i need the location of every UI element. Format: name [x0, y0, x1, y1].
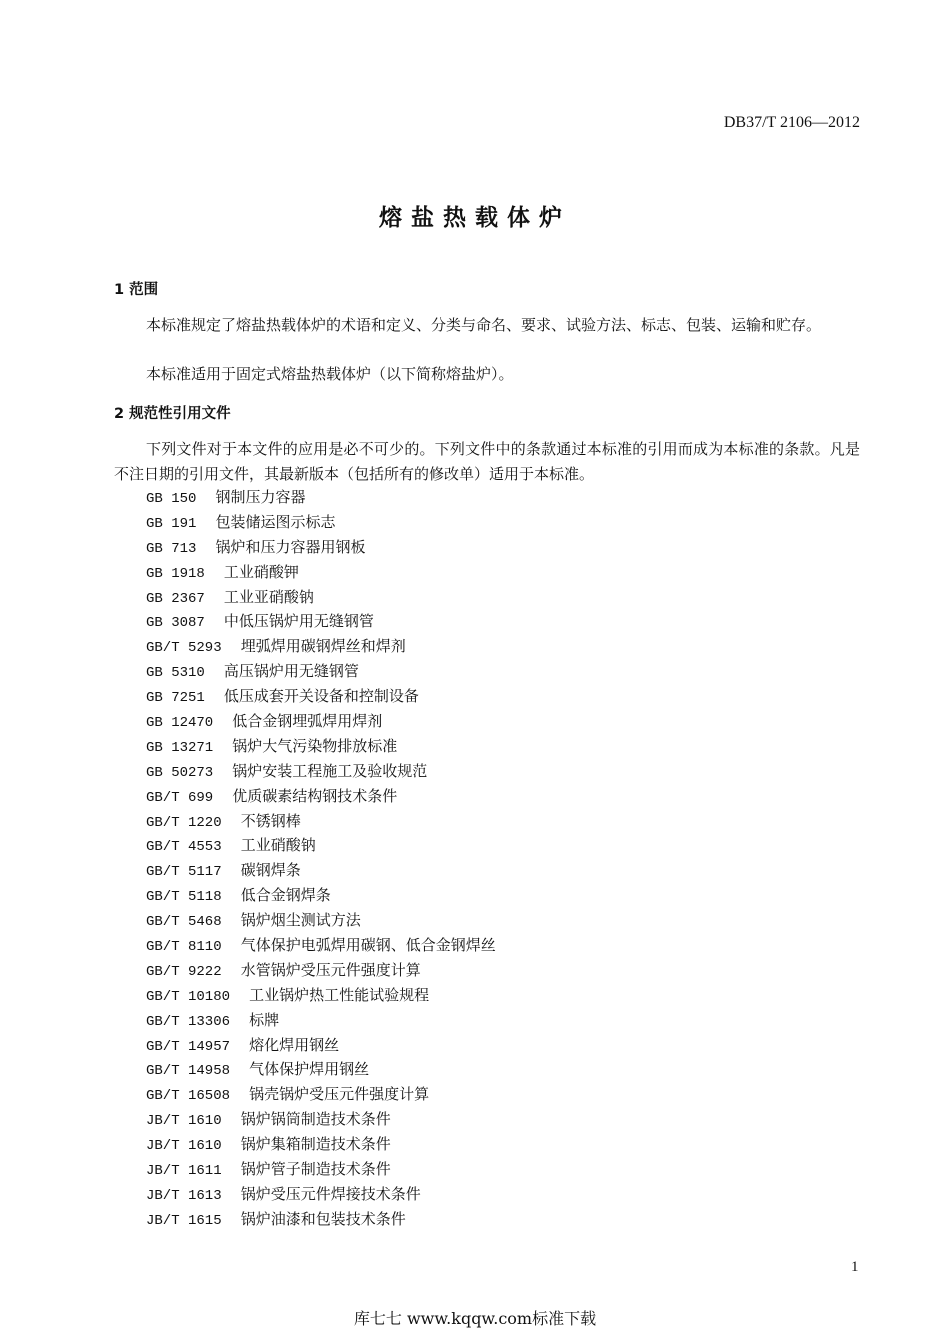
reference-item	[146, 883, 496, 908]
reference-title: 中低压锅炉用无缝钢管	[223, 612, 374, 631]
reference-code: GB 5310	[146, 665, 205, 682]
references-intro-paragraph: 下列文件对于本文件的应用是必不可少的。下列文件中的条款通过本标准的引用而成为本标准的条款。凡是不注日期的引用文件，其最新版本（包括所有的修改单）适用于本标准。	[114, 440, 860, 483]
reference-item	[146, 585, 496, 610]
reference-code: GB 13271	[146, 739, 214, 756]
reference-title: 工业硝酸钠	[240, 836, 316, 855]
reference-title: 工业锅炉热工性能试验规程	[249, 985, 430, 1004]
reference-code: GB/T 5118	[146, 889, 222, 906]
section-heading-scope: 1 范围	[114, 282, 159, 298]
standard-number: DB37/T 2106—2012	[723, 114, 860, 131]
reference-code: GB/T 13306	[146, 1013, 231, 1030]
reference-code: GB/T 5468	[146, 914, 222, 931]
reference-title: 优质碳素结构钢技术条件	[232, 786, 398, 805]
reference-title: 熔化焊用钢丝	[249, 1035, 340, 1054]
reference-title: 锅炉烟尘测试方法	[240, 911, 361, 930]
reference-code: GB/T 699	[146, 789, 214, 806]
reference-code: GB/T 9222	[146, 963, 222, 980]
footer-watermark: 库七七 www.kqqw.com标准下载	[353, 1309, 597, 1328]
reference-code: GB 191	[146, 515, 197, 532]
reference-code: GB/T 14957	[146, 1038, 231, 1055]
reference-title: 标牌	[249, 1010, 280, 1029]
reference-title: 锅壳锅炉受压元件强度计算	[249, 1085, 430, 1104]
scope-paragraph-2: 本标准适用于固定式熔盐热载体炉（以下简称熔盐炉）。	[146, 365, 514, 383]
reference-title: 低合金钢焊条	[240, 886, 331, 905]
document-title: 熔盐热载体炉	[379, 205, 571, 231]
reference-item	[146, 510, 496, 535]
scope-paragraph-1: 本标准规定了熔盐热载体炉的术语和定义、分类与命名、要求、试验方法、标志、包装、运输和贮存。	[146, 316, 822, 334]
reference-title: 锅炉油漆和包装技术条件	[240, 1209, 406, 1228]
page-number: 1	[851, 1259, 859, 1275]
reference-item	[146, 485, 496, 510]
reference-item	[146, 1132, 496, 1157]
reference-title: 低合金钢埋弧焊用焊剂	[232, 712, 383, 731]
reference-code: GB/T 1220	[146, 814, 222, 831]
reference-title: 锅炉和压力容器用钢板	[215, 537, 366, 556]
reference-code: GB/T 16508	[146, 1088, 231, 1105]
reference-title: 锅炉大气污染物排放标准	[232, 736, 398, 755]
reference-code: GB 50273	[146, 764, 214, 781]
reference-list	[146, 485, 496, 1232]
reference-item	[146, 659, 496, 684]
reference-code: GB 2367	[146, 590, 205, 607]
reference-item	[146, 958, 496, 983]
reference-item	[146, 983, 496, 1008]
reference-code: JB/T 1615	[146, 1212, 222, 1229]
reference-code: GB/T 10180	[146, 988, 231, 1005]
reference-title: 锅炉集箱制造技术条件	[240, 1135, 391, 1154]
reference-item	[146, 933, 496, 958]
reference-title: 工业硝酸钾	[223, 562, 299, 581]
reference-code: JB/T 1610	[146, 1113, 222, 1130]
reference-item	[146, 1057, 496, 1082]
reference-code: GB/T 5117	[146, 864, 222, 881]
reference-item	[146, 734, 496, 759]
reference-title: 锅炉锅筒制造技术条件	[240, 1110, 391, 1129]
reference-code: GB 1918	[146, 565, 205, 582]
reference-title: 低压成套开关设备和控制设备	[223, 687, 419, 706]
reference-item	[146, 684, 496, 709]
reference-item	[146, 535, 496, 560]
reference-title: 包装储运图示标志	[215, 512, 336, 531]
reference-code: GB/T 4553	[146, 839, 222, 856]
reference-title: 高压锅炉用无缝钢管	[223, 662, 359, 681]
reference-title: 锅炉管子制造技术条件	[240, 1160, 391, 1179]
reference-item	[146, 1157, 496, 1182]
section-heading-normative-references: 2 规范性引用文件	[114, 406, 231, 422]
reference-code: GB 150	[146, 491, 197, 507]
reference-item	[146, 609, 496, 634]
reference-title: 锅炉安装工程施工及验收规范	[232, 761, 428, 780]
reference-title: 钢制压力容器	[215, 488, 306, 506]
reference-item	[146, 1008, 496, 1033]
reference-title: 水管锅炉受压元件强度计算	[240, 960, 421, 979]
reference-code: GB/T 14958	[146, 1063, 231, 1080]
reference-item	[146, 833, 496, 858]
reference-item	[146, 809, 496, 834]
reference-code: GB/T 5293	[146, 640, 222, 657]
reference-item	[146, 560, 496, 585]
reference-item	[146, 1033, 496, 1058]
reference-item	[146, 858, 496, 883]
reference-item	[146, 1082, 496, 1107]
reference-code: JB/T 1613	[146, 1187, 222, 1204]
reference-item	[146, 1107, 496, 1132]
reference-code: JB/T 1611	[146, 1163, 222, 1180]
reference-item	[146, 759, 496, 784]
reference-item	[146, 908, 496, 933]
reference-title: 气体保护电弧焊用碳钢、低合金钢焊丝	[240, 936, 496, 955]
reference-code: GB 12470	[146, 715, 214, 732]
reference-code: GB/T 8110	[146, 939, 222, 956]
reference-item	[146, 1207, 496, 1232]
reference-code: GB 713	[146, 540, 197, 557]
reference-title: 埋弧焊用碳钢焊丝和焊剂	[240, 637, 406, 656]
reference-title: 锅炉受压元件焊接技术条件	[240, 1184, 421, 1203]
reference-item	[146, 709, 496, 734]
reference-code: GB 7251	[146, 690, 205, 707]
reference-item	[146, 784, 496, 809]
reference-code: GB 3087	[146, 615, 205, 632]
reference-item	[146, 634, 496, 659]
reference-item	[146, 1182, 496, 1207]
reference-title: 碳钢焊条	[240, 861, 301, 880]
reference-title: 气体保护焊用钢丝	[249, 1060, 370, 1079]
reference-title: 不锈钢棒	[240, 811, 301, 830]
reference-title: 工业亚硝酸钠	[223, 587, 314, 606]
reference-code: JB/T 1610	[146, 1138, 222, 1155]
